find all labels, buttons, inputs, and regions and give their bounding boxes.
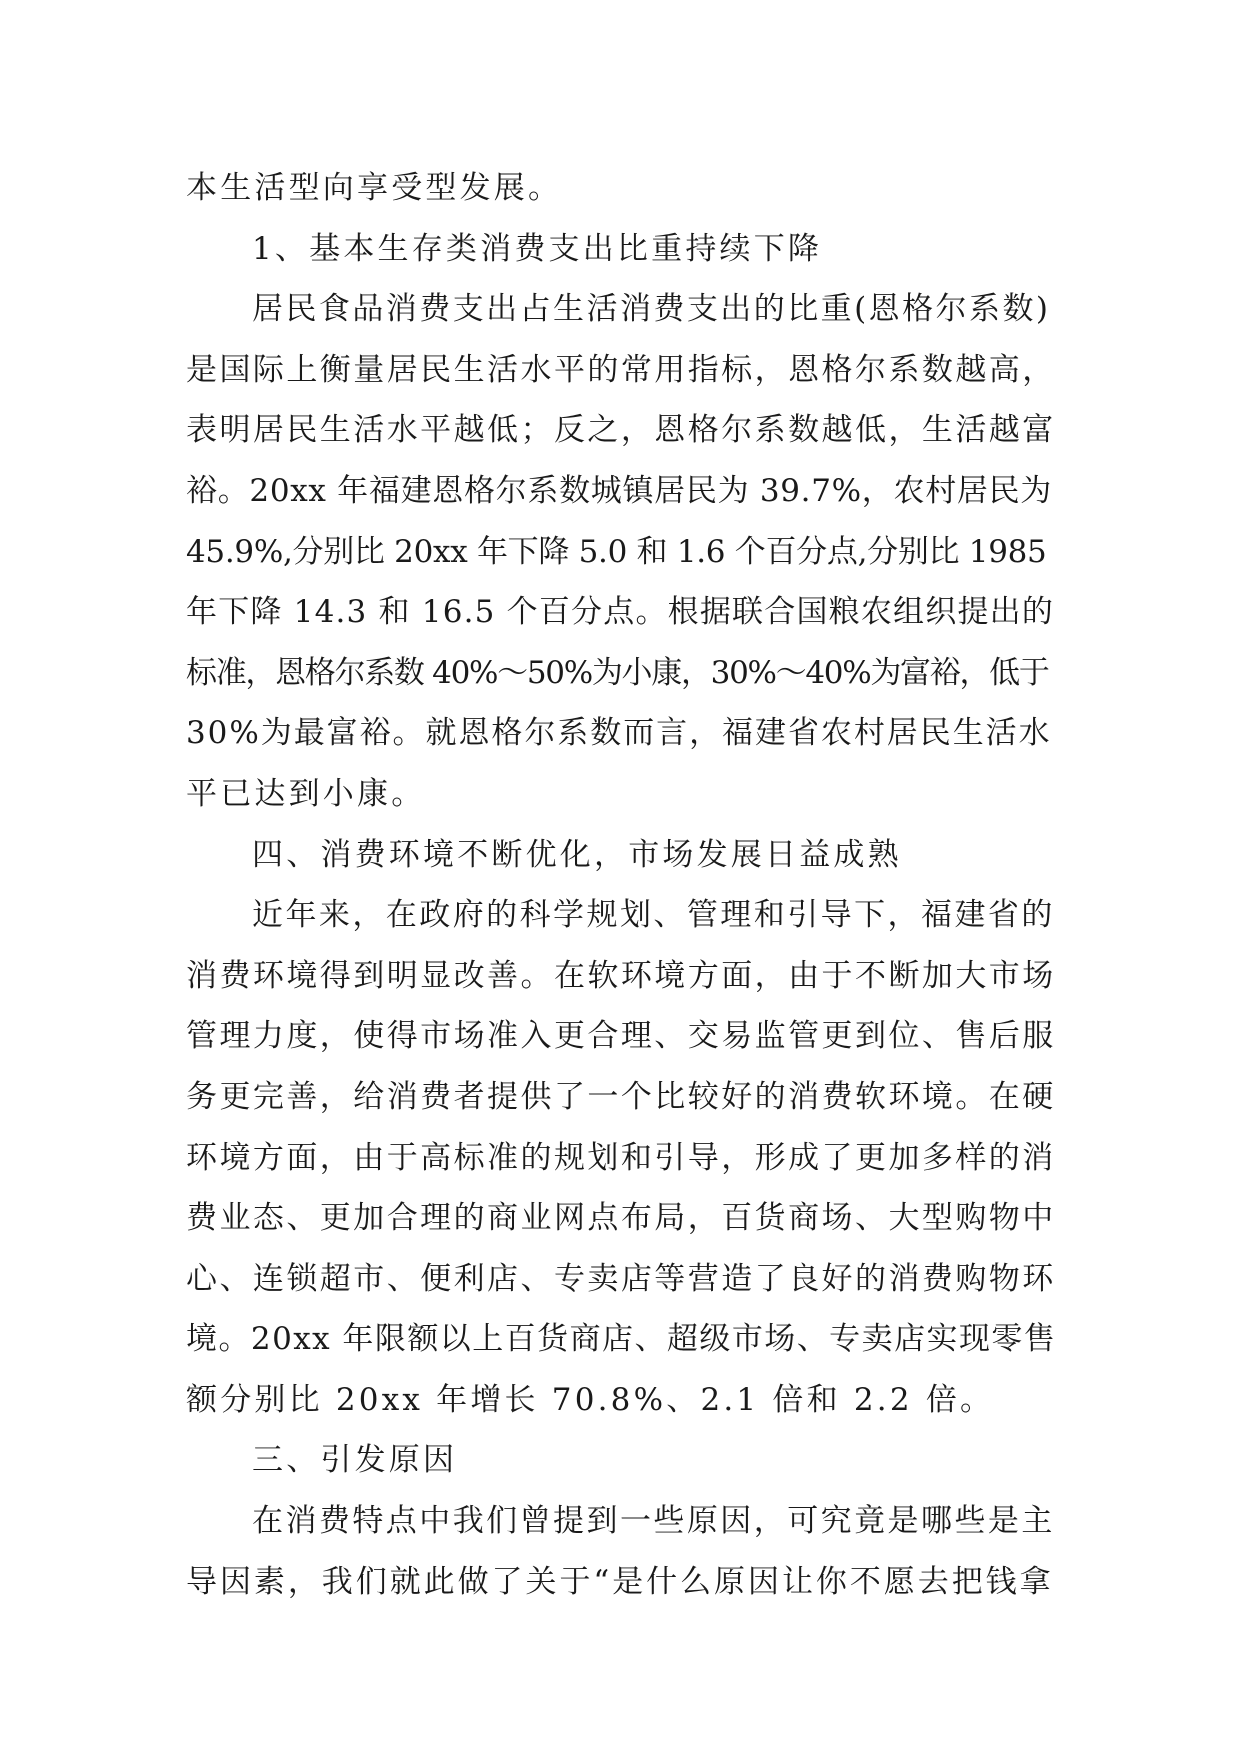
text-line: 是国际上衡量居民生活水平的常用指标，恩格尔系数越高，	[186, 351, 1056, 388]
text-line: 消费环境得到明显改善。在软环境方面，由于不断加大市场	[186, 957, 1056, 994]
text-line: 导因素，我们就此做了关于“是什么原因让你不愿去把钱拿	[186, 1563, 1054, 1600]
text-line: 表明居民生活水平越低；反之，恩格尔系数越低，生活越富	[186, 412, 1056, 449]
text-line: 裕。20xx 年福建恩格尔系数城镇居民为 39.7%，农村居民为	[186, 472, 1052, 509]
text-line: 环境方面，由于高标准的规划和引导，形成了更加多样的消	[186, 1139, 1056, 1176]
text-line: 年下降 14.3 和 16.5 个百分点。根据联合国粮农组织提出的	[186, 594, 1055, 631]
text-line: 四、消费环境不断优化，市场发展日益成熟	[252, 836, 902, 873]
document-body	[186, 158, 1056, 1612]
text-line: 平已达到小康。	[186, 775, 426, 812]
text-line: 30%为最富裕。就恩格尔系数而言，福建省农村居民生活水	[186, 715, 1052, 752]
text-line: 务更完善，给消费者提供了一个比较好的消费软环境。在硬	[186, 1078, 1056, 1115]
text-line: 心、连锁超市、便利店、专卖店等营造了良好的消费购物环	[186, 1260, 1056, 1297]
text-line: 在消费特点中我们曾提到一些原因，可究竟是哪些是主	[252, 1503, 1055, 1540]
text-line: 本生活型向享受型发展。	[186, 170, 563, 206]
text-line: 管理力度，使得市场准入更合理、交易监管更到位、售后服	[186, 1018, 1056, 1055]
text-line: 境。20xx 年限额以上百货商店、超级市场、专卖店实现零售	[186, 1321, 1057, 1358]
text-line: 三、引发原因	[252, 1442, 458, 1479]
text-line: 额分别比 20xx 年增长 70.8%、2.1 倍和 2.2 倍。	[186, 1381, 995, 1418]
text-line: 1、基本生存类消费支出比重持续下降	[252, 230, 823, 267]
text-line: 居民食品消费支出占生活消费支出的比重(恩格尔系数)	[252, 291, 1051, 328]
text-line: 标准，恩格尔系数 40%～50%为小康，30%～40%为富裕，低于	[186, 654, 1049, 691]
text-line: 费业态、更加合理的商业网点布局，百货商场、大型购物中	[186, 1200, 1056, 1237]
text-line: 近年来，在政府的科学规划、管理和引导下，福建省的	[252, 897, 1055, 934]
text-line: 45.9%,分别比 20xx 年下降 5.0 和 1.6 个百分点,分别比 1985	[186, 533, 1047, 570]
